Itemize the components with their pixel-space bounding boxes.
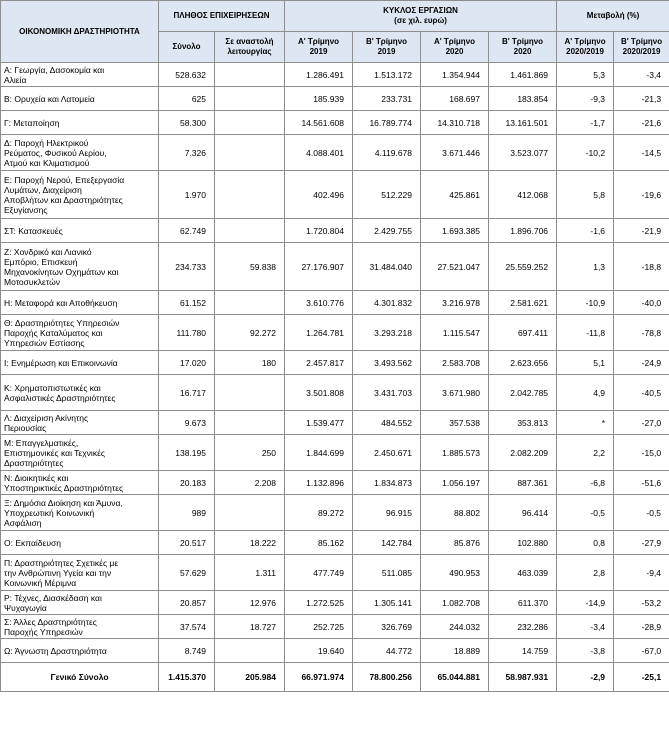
activity-cell — [1, 351, 159, 375]
activity-cell — [1, 591, 159, 615]
table-row — [1, 219, 669, 243]
turnover-q1-2019-cell: 3.501.808 — [285, 375, 353, 411]
change-q2-cell: -67,0 — [614, 639, 669, 663]
q1-2019-header-line-1: Α' Τρίμηνο — [297, 37, 340, 46]
change-q2-cell: -28,9 — [614, 615, 669, 639]
grand-total-row — [1, 663, 669, 692]
turnover-q2-2019-cell: 3.431.703 — [353, 375, 421, 411]
change-q1-header-line-2: 2020/2019 — [566, 47, 604, 56]
activity-line: Μ: Επαγγελματικές, — [4, 437, 79, 448]
activity-cell — [1, 495, 159, 531]
activity-line: Α: Γεωργία, Δασοκομία και — [4, 64, 105, 75]
table-row — [1, 291, 669, 315]
change-q2-cell: -0,5 — [614, 495, 669, 531]
activity-cell — [1, 471, 159, 495]
enterprises-total-cell: 37.574 — [159, 615, 215, 639]
enterprises-total-cell: 1.970 — [159, 171, 215, 219]
change-q2-cell: -40,0 — [614, 291, 669, 315]
activity-line: Κ: Χρηματοπιστωτικές και — [4, 382, 101, 393]
turnover-q1-2020-cell: 357.538 — [421, 411, 489, 435]
enterprises-suspended-cell — [215, 291, 285, 315]
q1-2020-column-header — [421, 32, 489, 63]
change-q2-cell: -3,4 — [614, 63, 669, 87]
activity-line: Αποβλήτων και Δραστηριότητες — [4, 194, 123, 205]
turnover-q2-2019-cell: 4.301.832 — [353, 291, 421, 315]
activity-line: Μηχανοκίνητων Οχημάτων και — [4, 266, 119, 277]
change-q1-cell: 0,8 — [557, 531, 614, 555]
q2-2020-column-header — [489, 32, 557, 63]
turnover-q2-2019-cell: 1.305.141 — [353, 591, 421, 615]
enterprises-total-cell: 20.517 — [159, 531, 215, 555]
enterprises-suspended-cell — [215, 135, 285, 171]
activity-cell — [1, 375, 159, 411]
turnover-q1-2019-cell: 85.162 — [285, 531, 353, 555]
enterprises-suspended-cell — [215, 411, 285, 435]
turnover-q2-2020-cell: 1.896.706 — [489, 219, 557, 243]
activity-cell — [1, 111, 159, 135]
turnover-q1-2019-cell: 14.561.608 — [285, 111, 353, 135]
activity-cell — [1, 435, 159, 471]
q2-2019-header-line-1: Β' Τρίμηνο — [365, 37, 408, 46]
turnover-q1-2019-cell: 89.272 — [285, 495, 353, 531]
turnover-q2-2020-cell: 2.082.209 — [489, 435, 557, 471]
turnover-q1-2019-cell: 1.720.804 — [285, 219, 353, 243]
enterprises-total-cell: 9.673 — [159, 411, 215, 435]
turnover-q2-2020-cell: 887.361 — [489, 471, 557, 495]
table-row — [1, 135, 669, 171]
change-q1-header-line-1: Α' Τρίμηνο — [564, 37, 606, 46]
turnover-q2-2020-cell: 697.411 — [489, 315, 557, 351]
turnover-q2-2020-cell: 1.461.869 — [489, 63, 557, 87]
activity-line: Παροχής Υπηρεσιών — [4, 626, 83, 637]
turnover-q2-2020-cell: 3.523.077 — [489, 135, 557, 171]
change-q1-cell: 1,3 — [557, 243, 614, 291]
activity-line: Ο: Εκπαίδευση — [4, 537, 61, 548]
activity-cell — [1, 291, 159, 315]
turnover-q1-2019-cell: 252.725 — [285, 615, 353, 639]
turnover-q1-2020-cell: 244.032 — [421, 615, 489, 639]
change-q2-cell: -14,5 — [614, 135, 669, 171]
turnover-q2-2019-cell: 142.784 — [353, 531, 421, 555]
change-q2-cell: -27,9 — [614, 531, 669, 555]
change-q2-cell: -40,5 — [614, 375, 669, 411]
grand-total-q2-2020: 58.987.931 — [489, 663, 557, 692]
turnover-q2-2019-cell: 2.429.755 — [353, 219, 421, 243]
turnover-q1-2020-cell: 27.521.047 — [421, 243, 489, 291]
change-header: Μεταβολή (%) — [557, 1, 669, 32]
change-q1-cell: 5,1 — [557, 351, 614, 375]
turnover-q1-2020-cell: 1.885.573 — [421, 435, 489, 471]
turnover-q1-2020-cell: 168.697 — [421, 87, 489, 111]
table-row — [1, 111, 669, 135]
change-q1-cell: -1,7 — [557, 111, 614, 135]
activity-line: Σ: Άλλες Δραστηριότητες — [4, 616, 97, 627]
turnover-q2-2019-cell: 512.229 — [353, 171, 421, 219]
enterprises-suspended-cell — [215, 111, 285, 135]
total-column-header: Σύνολο — [159, 32, 215, 63]
change-q1-cell: 5,8 — [557, 171, 614, 219]
activity-line: Ασφαλιστικές Δραστηριότητες — [4, 392, 116, 403]
turnover-q2-2020-cell: 102.880 — [489, 531, 557, 555]
change-q1-cell: -14,9 — [557, 591, 614, 615]
enterprises-total-cell: 234.733 — [159, 243, 215, 291]
enterprises-suspended-cell — [215, 375, 285, 411]
turnover-q2-2019-cell: 511.085 — [353, 555, 421, 591]
change-q1-column-header — [557, 32, 614, 63]
table-row — [1, 63, 669, 87]
enterprises-suspended-cell: 2.208 — [215, 471, 285, 495]
activity-line: Θ: Δραστηριότητες Υπηρεσιών — [4, 317, 120, 328]
activity-line: την Ανθρώπινη Υγεία και την — [4, 567, 112, 578]
activity-line: Η: Μεταφορά και Αποθήκευση — [4, 297, 118, 308]
grand-total-suspended: 205.984 — [215, 663, 285, 692]
q2-2019-header-line-2: 2019 — [377, 47, 396, 56]
turnover-q1-2019-cell: 477.749 — [285, 555, 353, 591]
turnover-q1-2020-cell: 14.310.718 — [421, 111, 489, 135]
enterprises-total-cell: 17.020 — [159, 351, 215, 375]
turnover-q2-2019-cell: 31.484.040 — [353, 243, 421, 291]
table-body — [1, 63, 669, 663]
turnover-q2-2019-cell: 3.493.562 — [353, 351, 421, 375]
turnover-q1-2019-cell: 1.264.781 — [285, 315, 353, 351]
change-q1-cell: 4,9 — [557, 375, 614, 411]
change-q1-cell: -0,5 — [557, 495, 614, 531]
turnover-q1-2020-cell: 85.876 — [421, 531, 489, 555]
change-q1-cell: -1,6 — [557, 219, 614, 243]
turnover-q2-2019-cell: 1.834.873 — [353, 471, 421, 495]
turnover-q1-2020-cell: 1.115.547 — [421, 315, 489, 351]
turnover-q1-2019-cell: 19.640 — [285, 639, 353, 663]
activity-line: Ε: Παροχή Νερού, Επεξεργασία — [4, 174, 125, 185]
change-q2-cell: -24,9 — [614, 351, 669, 375]
change-q2-cell: -53,2 — [614, 591, 669, 615]
activity-line: Υπηρεσιών Εστίασης — [4, 337, 85, 348]
table-row — [1, 531, 669, 555]
turnover-q2-2019-cell: 1.513.172 — [353, 63, 421, 87]
turnover-q2-2019-cell: 44.772 — [353, 639, 421, 663]
turnover-q1-2020-cell: 425.861 — [421, 171, 489, 219]
activity-line: Ρεύματος, Φυσικού Αερίου, — [4, 147, 107, 158]
turnover-q1-2019-cell: 1.844.699 — [285, 435, 353, 471]
enterprises-suspended-cell — [215, 63, 285, 87]
activity-line: Παροχής Καταλύματος και — [4, 327, 103, 338]
activity-cell — [1, 531, 159, 555]
activity-cell — [1, 63, 159, 87]
turnover-q1-2019-cell: 1.272.525 — [285, 591, 353, 615]
enterprises-total-cell: 61.152 — [159, 291, 215, 315]
activity-cell — [1, 87, 159, 111]
table-row — [1, 315, 669, 351]
activity-line: Εμπόριο, Επισκευή — [4, 256, 78, 267]
turnover-q1-2019-cell: 402.496 — [285, 171, 353, 219]
change-q2-cell: -19,6 — [614, 171, 669, 219]
table-row — [1, 615, 669, 639]
table-row — [1, 555, 669, 591]
turnover-q1-2019-cell: 185.939 — [285, 87, 353, 111]
table-row — [1, 411, 669, 435]
turnover-q2-2020-cell: 96.414 — [489, 495, 557, 531]
change-q2-header-line-1: Β' Τρίμηνο — [621, 37, 663, 46]
change-q2-cell: -21,6 — [614, 111, 669, 135]
change-q2-column-header — [614, 32, 669, 63]
grand-total-label: Γενικό Σύνολο — [1, 663, 159, 692]
activity-cell — [1, 411, 159, 435]
activity-line: Π: Δραστηριότητες Σχετικές με — [4, 557, 119, 568]
q1-2020-header-line-2: 2020 — [445, 47, 464, 56]
activity-line: Επιστημονικές και Τεχνικές — [4, 447, 105, 458]
table-row — [1, 351, 669, 375]
change-q2-cell: -9,4 — [614, 555, 669, 591]
enterprises-total-cell: 20.183 — [159, 471, 215, 495]
enterprises-total-cell: 625 — [159, 87, 215, 111]
change-q1-cell: * — [557, 411, 614, 435]
change-q2-cell: -78,8 — [614, 315, 669, 351]
change-q1-cell: 2,8 — [557, 555, 614, 591]
grand-total-q1-2020: 65.044.881 — [421, 663, 489, 692]
change-q1-cell: -10,9 — [557, 291, 614, 315]
turnover-q2-2020-cell: 353.813 — [489, 411, 557, 435]
turnover-q2-2020-cell: 14.759 — [489, 639, 557, 663]
turnover-q1-2020-cell: 1.354.944 — [421, 63, 489, 87]
turnover-q1-2020-cell: 1.056.197 — [421, 471, 489, 495]
table-row — [1, 471, 669, 495]
change-q1-cell: -6,8 — [557, 471, 614, 495]
turnover-q2-2019-cell: 16.789.774 — [353, 111, 421, 135]
activity-line: Περιουσίας — [4, 422, 47, 433]
turnover-q2-2020-cell: 412.068 — [489, 171, 557, 219]
enterprises-total-cell: 20.857 — [159, 591, 215, 615]
table-row — [1, 435, 669, 471]
suspended-column-header — [215, 32, 285, 63]
table-row — [1, 375, 669, 411]
activity-line: Μοτοσυκλετών — [4, 276, 60, 287]
enterprises-total-cell: 58.300 — [159, 111, 215, 135]
activity-line: Δ: Παροχή Ηλεκτρικού — [4, 137, 89, 148]
suspended-header-line-1: Σε αναστολή — [225, 37, 274, 46]
enterprises-suspended-cell: 12.976 — [215, 591, 285, 615]
q2-2019-column-header — [353, 32, 421, 63]
activity-line: Υποστηρικτικές Δραστηριότητες — [4, 482, 124, 493]
turnover-q2-2019-cell: 484.552 — [353, 411, 421, 435]
change-q1-cell: -3,8 — [557, 639, 614, 663]
enterprises-suspended-cell — [215, 495, 285, 531]
turnover-q2-2019-cell: 3.293.218 — [353, 315, 421, 351]
enterprises-suspended-cell — [215, 639, 285, 663]
activity-cell — [1, 615, 159, 639]
turnover-q1-2019-cell: 1.132.896 — [285, 471, 353, 495]
q1-2019-header-line-2: 2019 — [309, 47, 328, 56]
turnover-header-unit: (σε χιλ. ευρώ) — [394, 16, 447, 25]
activity-line: ΣΤ: Κατασκευές — [4, 225, 63, 236]
table-row — [1, 639, 669, 663]
grand-total-change-q1: -2,9 — [557, 663, 614, 692]
enterprises-suspended-cell: 180 — [215, 351, 285, 375]
activity-line: Ρ: Τέχνες, Διασκέδαση και — [4, 592, 102, 603]
enterprises-total-cell: 57.629 — [159, 555, 215, 591]
change-q1-cell: -10,2 — [557, 135, 614, 171]
enterprises-suspended-cell: 18.727 — [215, 615, 285, 639]
enterprises-total-cell: 989 — [159, 495, 215, 531]
turnover-q2-2020-cell: 611.370 — [489, 591, 557, 615]
activity-cell — [1, 219, 159, 243]
grand-total-change-q2: -25,1 — [614, 663, 669, 692]
activity-line: Ζ: Χονδρικό και Λιανικό — [4, 246, 92, 257]
change-q1-cell: -3,4 — [557, 615, 614, 639]
activity-line: Ψυχαγωγία — [4, 602, 47, 613]
turnover-q1-2019-cell: 3.610.776 — [285, 291, 353, 315]
turnover-q2-2019-cell: 2.450.671 — [353, 435, 421, 471]
activity-line: Ι: Ενημέρωση και Επικοινωνία — [4, 357, 118, 368]
turnover-q2-2020-cell: 13.161.501 — [489, 111, 557, 135]
turnover-q2-2020-cell: 25.559.252 — [489, 243, 557, 291]
q1-2019-column-header — [285, 32, 353, 63]
q2-2020-header-line-2: 2020 — [513, 47, 532, 56]
activity-cell — [1, 555, 159, 591]
turnover-q2-2020-cell: 2.623.656 — [489, 351, 557, 375]
enterprises-suspended-cell — [215, 171, 285, 219]
turnover-q2-2020-cell: 2.042.785 — [489, 375, 557, 411]
turnover-q2-2019-cell: 326.769 — [353, 615, 421, 639]
turnover-q1-2019-cell: 1.539.477 — [285, 411, 353, 435]
activity-line: Αλιεία — [4, 74, 27, 85]
change-q2-header-line-2: 2020/2019 — [622, 47, 661, 56]
activity-line: Κοινωνική Μέριμνα — [4, 577, 77, 588]
turnover-q2-2019-cell: 233.731 — [353, 87, 421, 111]
change-q2-cell: -21,9 — [614, 219, 669, 243]
table-row — [1, 591, 669, 615]
enterprises-total-cell: 528.632 — [159, 63, 215, 87]
change-q1-cell: -11,8 — [557, 315, 614, 351]
enterprises-total-cell: 8.749 — [159, 639, 215, 663]
turnover-q1-2019-cell: 4.088.401 — [285, 135, 353, 171]
turnover-q2-2019-cell: 96.915 — [353, 495, 421, 531]
enterprises-total-cell: 16.717 — [159, 375, 215, 411]
turnover-q2-2020-cell: 183.854 — [489, 87, 557, 111]
activity-line: Λ: Διαχείριση Ακίνητης — [4, 412, 89, 423]
turnover-q1-2020-cell: 3.671.446 — [421, 135, 489, 171]
change-q2-cell: -21,3 — [614, 87, 669, 111]
enterprises-total-cell: 7.326 — [159, 135, 215, 171]
turnover-q1-2020-cell: 2.583.708 — [421, 351, 489, 375]
turnover-q2-2020-cell: 232.286 — [489, 615, 557, 639]
activity-line: Ασφάλιση — [4, 517, 42, 528]
enterprises-suspended-cell — [215, 219, 285, 243]
grand-total-q2-2019: 78.800.256 — [353, 663, 421, 692]
turnover-q1-2020-cell: 3.216.978 — [421, 291, 489, 315]
turnover-q2-2020-cell: 2.581.621 — [489, 291, 557, 315]
activity-line: Υποχρεωτική Κοινωνική — [4, 507, 95, 518]
enterprises-suspended-cell: 250 — [215, 435, 285, 471]
change-q2-cell: -18,8 — [614, 243, 669, 291]
activity-cell — [1, 243, 159, 291]
activity-cell — [1, 135, 159, 171]
change-q1-cell: 5,3 — [557, 63, 614, 87]
table-row — [1, 87, 669, 111]
turnover-q1-2020-cell: 1.693.385 — [421, 219, 489, 243]
turnover-header — [285, 1, 557, 32]
enterprises-suspended-cell: 1.311 — [215, 555, 285, 591]
activity-line: Ω: Άγνωστη Δραστηριότητα — [4, 645, 107, 656]
table-row — [1, 171, 669, 219]
turnover-q2-2020-cell: 463.039 — [489, 555, 557, 591]
enterprises-suspended-cell — [215, 87, 285, 111]
turnover-q2-2019-cell: 4.119.678 — [353, 135, 421, 171]
activity-line: Γ: Μεταποίηση — [4, 117, 60, 128]
activity-line: Λυμάτων, Διαχείριση — [4, 184, 82, 195]
activity-line: Ατμού και Κλιματισμού — [4, 157, 90, 168]
change-q1-cell: -9,3 — [557, 87, 614, 111]
turnover-q1-2020-cell: 3.671.980 — [421, 375, 489, 411]
suspended-header-line-2: λειτουργίας — [227, 47, 272, 56]
activity-cell — [1, 171, 159, 219]
table-row — [1, 495, 669, 531]
change-q2-cell: -27,0 — [614, 411, 669, 435]
turnover-q1-2020-cell: 18.889 — [421, 639, 489, 663]
grand-total-enterprises: 1.415.370 — [159, 663, 215, 692]
q1-2020-header-line-1: Α' Τρίμηνο — [433, 37, 476, 46]
q2-2020-header-line-1: Β' Τρίμηνο — [501, 37, 544, 46]
grand-total-q1-2019: 66.971.974 — [285, 663, 353, 692]
activity-line: Εξυγίανσης — [4, 204, 48, 215]
activity-line: Β: Ορυχεία και Λατομεία — [4, 93, 95, 104]
enterprises-suspended-cell: 59.838 — [215, 243, 285, 291]
enterprises-total-cell: 138.195 — [159, 435, 215, 471]
table-row — [1, 243, 669, 291]
activity-cell — [1, 315, 159, 351]
turnover-q1-2019-cell: 1.286.491 — [285, 63, 353, 87]
enterprises-header: ΠΛΗΘΟΣ ΕΠΙΧΕΙΡΗΣΕΩΝ — [159, 1, 285, 32]
enterprises-total-cell: 62.749 — [159, 219, 215, 243]
enterprises-suspended-cell: 18.222 — [215, 531, 285, 555]
enterprises-total-cell: 111.780 — [159, 315, 215, 351]
turnover-header-title: ΚΥΚΛΟΣ ΕΡΓΑΣΙΩΝ — [383, 6, 458, 15]
turnover-q1-2020-cell: 1.082.708 — [421, 591, 489, 615]
change-q2-cell: -51,6 — [614, 471, 669, 495]
activity-line: Ξ: Δημόσια Διοίκηση και Άμυνα, — [4, 497, 123, 508]
activity-line: Δραστηριότητες — [4, 457, 64, 468]
activity-cell — [1, 639, 159, 663]
activity-line: Ν: Διοικητικές και — [4, 472, 69, 483]
enterprises-suspended-cell: 92.272 — [215, 315, 285, 351]
turnover-q1-2019-cell: 2.457.817 — [285, 351, 353, 375]
activity-column-header: ΟΙΚΟΝΟΜΙΚΗ ΔΡΑΣΤΗΡΙΟΤΗΤΑ — [1, 1, 159, 63]
turnover-q1-2020-cell: 88.802 — [421, 495, 489, 531]
turnover-q1-2019-cell: 27.176.907 — [285, 243, 353, 291]
change-q1-cell: 2,2 — [557, 435, 614, 471]
change-q2-cell: -15,0 — [614, 435, 669, 471]
turnover-q1-2020-cell: 490.953 — [421, 555, 489, 591]
